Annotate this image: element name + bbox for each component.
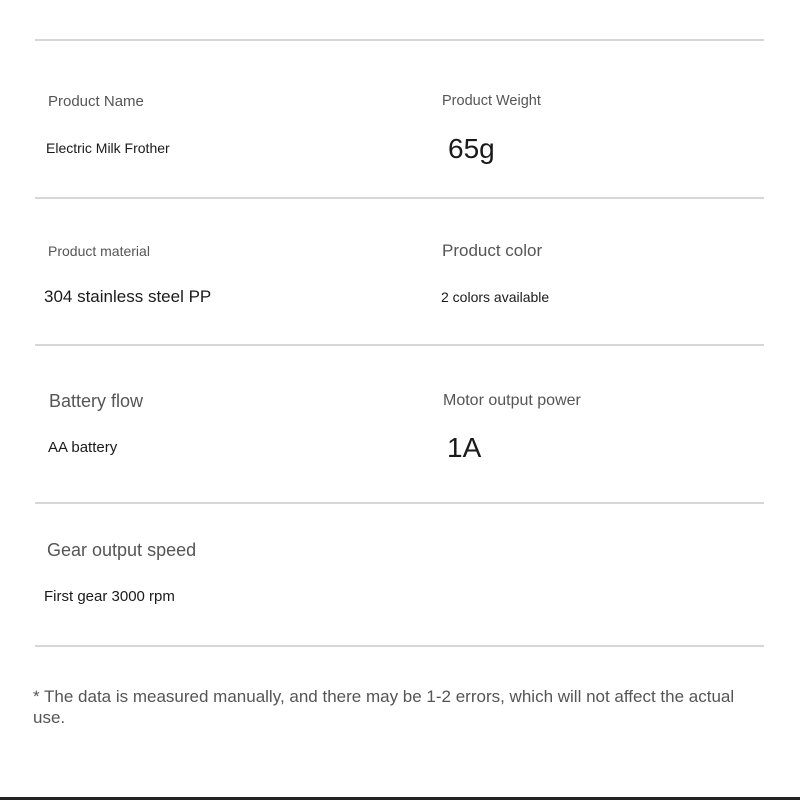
divider-1 [35,197,764,199]
product-name-value: Electric Milk Frother [46,140,170,156]
product-color-label: Product color [442,241,543,260]
product-weight-label: Product Weight [442,93,541,109]
divider-2 [35,344,764,346]
motor-output-power-value: 1A [447,432,482,463]
motor-output-power-label: Motor output power [443,392,581,409]
product-material-value: 304 stainless steel PP [44,287,212,306]
divider-3 [35,502,764,504]
gear-output-speed-value: First gear 3000 rpm [44,588,175,605]
product-material-label: Product material [48,243,150,259]
battery-flow-value: AA battery [48,439,118,456]
measurement-note: * The data is measured manually, and there may be 1-2 errors, which will not affect the actual use. [33,687,735,727]
product-name-label: Product Name [48,93,144,110]
gear-output-speed-label: Gear output speed [47,540,197,560]
divider-top [35,39,764,41]
divider-bottom [35,645,764,647]
battery-flow-label: Battery flow [49,391,144,411]
product-weight-value: 65g [448,133,495,164]
product-color-value: 2 colors available [441,289,550,305]
